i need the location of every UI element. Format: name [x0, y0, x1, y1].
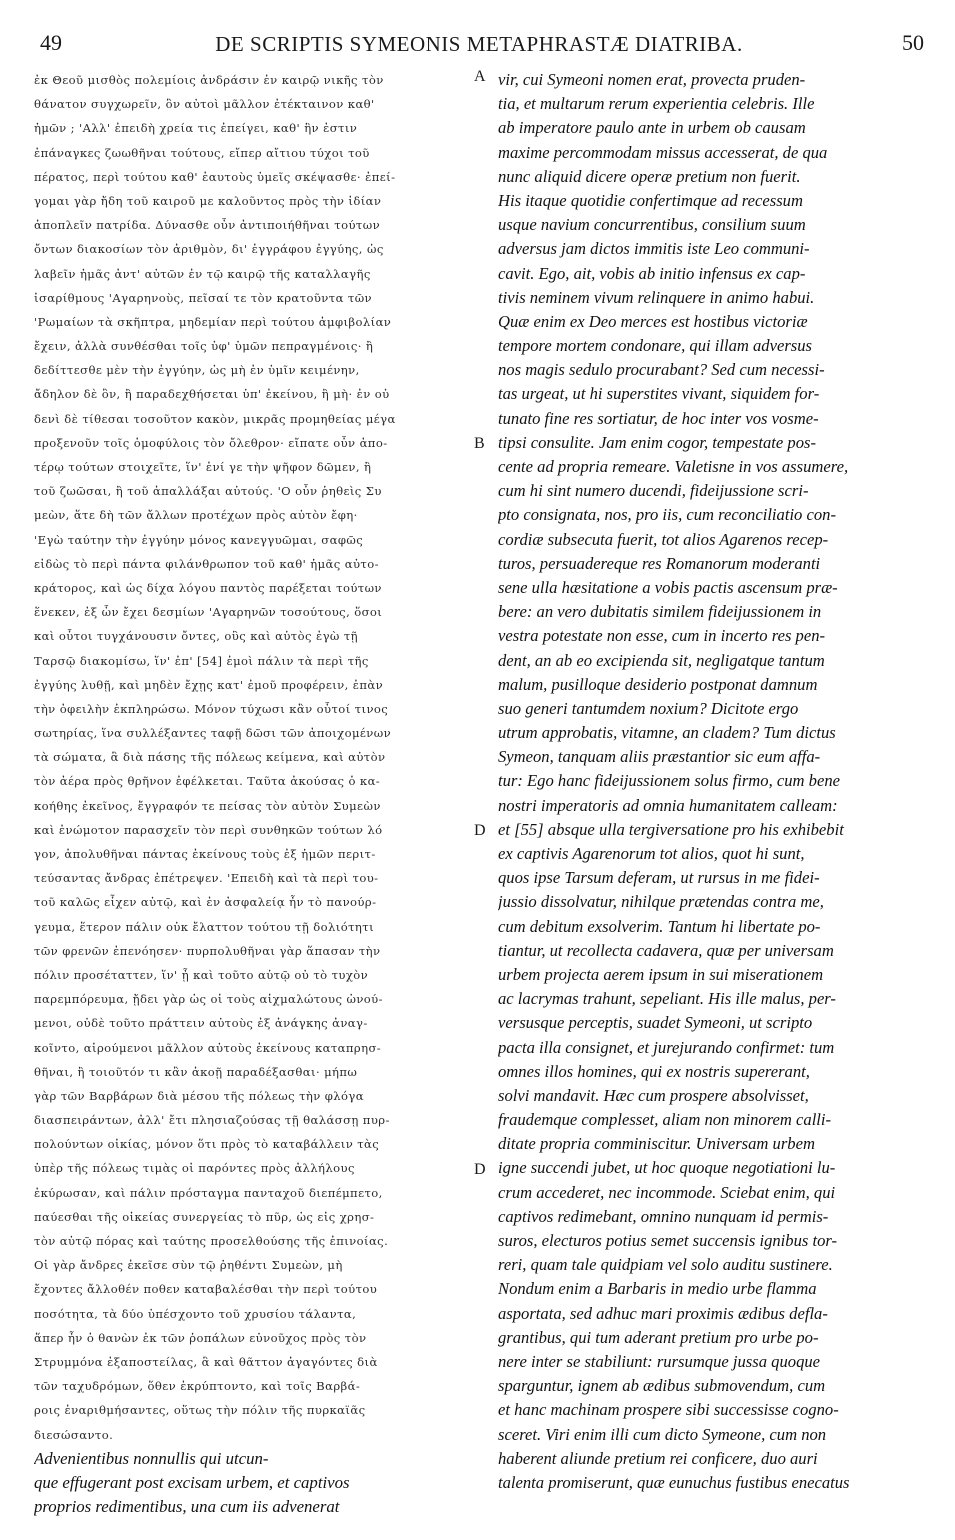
greek-text-line: εἰδὼς τὸ περὶ πάντα φιλάνθρωπον τοῦ καθ' ἡμᾶς αὐτο-: [34, 556, 379, 571]
latin-text-line: His itaque quotidie confertimque ad recessum: [498, 190, 803, 210]
greek-text-line: παύεσθαι τῆς οἰκείας συνεργείας τὸ πῦρ, ὡς εἰς χρησ-: [34, 1209, 375, 1224]
greek-text-line: 'Ρωμαίων τὰ σκῆπτρα, μηδεμίαν περὶ τούτου ἀμφιβολίαν: [34, 314, 392, 329]
latin-text-line: quos ipse Tarsum deferam, ut rursus in me fidei-: [498, 868, 820, 888]
latin-text-line: et [55] absque ulla tergiversatione pro his exhibebit: [498, 819, 844, 839]
latin-text-line: tia, et multarum rerum experientia celebris. Ille: [498, 94, 815, 114]
latin-text-line: tiantur, ut recollecta cadavera, quæ per universam: [498, 940, 834, 960]
greek-text-line: ἡμῶν ; 'Αλλ' ἐπειδὴ χρεία τις ἐπείγει, καθ' ἣν ἐστιν: [34, 121, 358, 136]
latin-text-line: haberent aliunde pretium rei conficere, duo auri: [498, 1448, 818, 1468]
greek-text-line: δεδίττεσθε μὲν τὴν ἐγγύην, ὡς μὴ ἐν ὑμῖν κειμένην,: [34, 363, 360, 378]
greek-text-line: ποσότητα, τὰ δύο ὑπέσχοντο τοῦ χρυσίου τάλαντα,: [34, 1306, 357, 1321]
greek-text-line: θάνατον συγχωρεῖν, ὃν αὐτοὶ μᾶλλον ἐτέκταινον καθ': [34, 97, 375, 112]
latin-text-line: utrum approbatis, vitamne, an cladem? Tum dictus: [498, 723, 836, 743]
latin-text-line: sceret. Viri enim illi cum dicto Symeone, cum non: [498, 1424, 827, 1444]
latin-text-line: ab imperatore paulo ante in urbem ob causam: [498, 118, 806, 138]
latin-text-line: tunato fine res sortiatur, de hoc inter vos vosme-: [498, 408, 819, 428]
greek-text-line: γὰρ τῶν Βαρβάρων διὰ μέσου τῆς πόλεως τὴν φλόγα: [34, 1088, 364, 1103]
greek-text-line: γευμα, ἕτερον πάλιν οὐκ ἔλαττον τούτου τῇ δολιότητι: [34, 919, 375, 934]
latin-text-line: vir, cui Symeoni nomen erat, provecta pruden-: [498, 70, 806, 89]
greek-text-line: ἅπερ ἦν ὁ θανὼν ἐκ τῶν ῥοπάλων εὐνοῦχος πρὸς τὸν: [34, 1330, 367, 1345]
section-marker-b: B: [474, 435, 485, 452]
greek-text-line: ροις ἐναριθμήσαντες, οὕτως τὴν πόλιν τῆς πυρκαϊᾶς: [34, 1403, 366, 1418]
latin-text-line: solvi mandavit. Hæc cum prospere absolvisset,: [498, 1085, 809, 1105]
latin-text-line: maxime percommodam missus accesserat, de qua: [498, 142, 828, 162]
greek-text-line: διασπειράντων, ἀλλ' ἔτι πλησιαζούσας τῇ θαλάσσῃ πυρ-: [34, 1113, 390, 1128]
section-marker-a: A: [474, 68, 486, 85]
latin-text-line: crum accederet, nec incommode. Sciebat enim, qui: [498, 1182, 836, 1202]
greek-text-line: ἐγγύης λυθῇ, καὶ μηδὲν ἔχῃς κατ' ἐμοῦ προφέρειν, ἐπὰν: [34, 677, 384, 692]
latin-text-line: igne succendi jubet, ut hoc quoque negotiationi lu-: [498, 1158, 836, 1178]
greek-text-line: παρεμπόρευμα, ᾔδει γὰρ ὡς οἱ τοὺς αἰχμαλώτους ὠνού-: [34, 992, 383, 1007]
greek-text-line: κοῖντο, αἱρούμενοι μᾶλλον αὐτοὺς ἐκείνους καταπρησ-: [34, 1040, 382, 1055]
latin-text-line: ditate propria comminiscitur. Universam urbem: [498, 1134, 815, 1154]
greek-text-line: ἰσαρίθμους 'Αγαρηνοὺς, πεῖσαί τε τὸν κρατοῦντα τῶν: [34, 290, 372, 305]
greek-text-line: πολούντων οἰκίας, μόνον ὅτι πρὸς τὸ καταβάλλειν τὰς: [34, 1137, 380, 1152]
greek-text-column: [34, 68, 466, 1519]
greek-text-line: λαβεῖν ἡμᾶς ἀντ' αὐτῶν ἐν τῷ καιρῷ τῆς καταλλαγῆς: [34, 266, 371, 281]
latin-text-line: ac lacrymas trahunt, sepeliant. His ille malus, per-: [498, 989, 836, 1009]
latin-text-line: urbem projecta aerem ipsum in sui miserationem: [498, 964, 824, 984]
latin-text-line: tempore mortem condonare, qui illam adversus: [498, 336, 813, 356]
latin-text-line: pacta illa consignet, et jurejurando confirmet: tum: [498, 1037, 835, 1057]
greek-text-line: πόλιν προσέταττεν, ἵν' ᾖ καὶ τοῦτο αὐτῷ οὐ τὸ τυχὸν: [34, 967, 369, 982]
latin-text-line: proprios redimentibus, una cum iis advenerat: [34, 1497, 340, 1517]
greek-text-line: ἄδηλον δὲ ὂν, ἢ παραδεχθήσεται ὑπ' ἐκείνου, ἢ μὴ· ἐν οὐ: [34, 387, 390, 402]
greek-text-line: ἔχειν, ἀλλὰ συνθέσθαι τοῖς ὑφ' ὑμῶν πεπραγμένοις· ἢ: [34, 339, 374, 354]
greek-text-line: πέρατος, περὶ τούτου καθ' ἑαυτοὺς ὑμεῖς σκέψασθε· ἐπεί-: [34, 169, 396, 184]
greek-text-line: τεύσαντας ἄνδρας ἐπέτρεψεν. 'Επειδὴ καὶ τὰ περὶ του-: [34, 871, 379, 886]
greek-text-line: τῶν ταχυδρόμων, ὅθεν ἐκρύπτοντο, καὶ τοῖς Βαρβά-: [34, 1379, 361, 1394]
greek-text-line: ὑπὲρ τῆς πόλεως τιμὰς οἱ παρόντες πρὸς ἀλλήλους: [34, 1161, 355, 1176]
greek-text-line: καὶ οὗτοι τυγχάνουσιν ὄντες, οὓς καὶ αὐτὸς ἐγὼ τῇ: [34, 629, 358, 644]
greek-text-line: ἀποπλεῖν πατρίδα. Δύνασθε οὖν ἀντιποιήθῆναι τούτων: [34, 218, 381, 233]
latin-text-line: grantibus, qui tum aderant pretium pro urbe po-: [498, 1327, 819, 1347]
greek-text-line: Ταρσῷ διακομίσω, ἵν' ἐπ' [54] ἐμοὶ πάλιν τὰ περὶ τῆς: [34, 653, 369, 668]
latin-text-line: tur: Ego hanc fideijussionem solus firmo, cum bene: [498, 771, 840, 791]
greek-text-line: σωτηρίας, ἵνα συλλέξαντες ταφῇ δῶσι τῶν ἀποιχομένων: [34, 726, 392, 741]
greek-text-line: τέρῳ τούτων στοιχεῖτε, ἵν' ἑνί γε τὴν ψῆφον δῶμεν, ἢ: [34, 460, 372, 474]
latin-text-line: suros, electuros potius semet succensis ignibus tor-: [498, 1231, 838, 1250]
greek-text-line: γομαι γὰρ ἤδη τοῦ καιροῦ με καλοῦντος πρὸς τὴν ἰδίαν: [34, 193, 382, 208]
latin-text-line: malum, pusilloque desiderio postponat damnum: [498, 674, 818, 694]
latin-text-line: cum hi sint numero ducendi, fideijussione scri-: [498, 481, 809, 501]
latin-text-line: dent, an ab eo excipienda sit, negligatque tantum: [498, 650, 825, 670]
greek-text-line: ἐκ Θεοῦ μισθὸς πολεμίοις ἀνδράσιν ἐν καιρῷ νικῆς τὸν: [34, 73, 384, 87]
latin-text-line: suo generi tantumdem noxium? Dicitote ergo: [498, 698, 799, 718]
greek-text-line: καὶ ἐνώμοτον παρασχεῖν τὸν περὶ συνθηκῶν τούτων λό: [34, 822, 383, 837]
two-column-body: [34, 68, 924, 1517]
greek-text-line: τὴν ὀφειλὴν ἐκπληρώσω. Μόνον τύχωσι κἂν οὗτοί τινος: [34, 701, 389, 716]
latin-text-line: nos magis sedulo procurabant? Sed cum necessi-: [498, 360, 825, 380]
greek-text-line: κοήθης ἐκεῖνος, ἔγγραφόν τε πείσας τὸν αὐτὸν Συμεὼν: [34, 798, 381, 813]
latin-text-line: omnes illos homines, qui ex nostris supererant,: [498, 1061, 810, 1081]
latin-text-line: jussio dissolvatur, nihilque prætendas contra me,: [498, 892, 824, 912]
book-page: [34, 28, 924, 1517]
latin-text-line: asportata, sed adhuc mari proximis ædibus defla-: [498, 1303, 828, 1323]
greek-text-line: ἐκύρωσαν, καὶ πάλιν πρόσταγμα πανταχοῦ διεπέμπετο,: [34, 1185, 383, 1200]
running-title: DE SCRIPTIS SYMEONIS METAPHRASTÆ DIATRIBA.: [215, 32, 743, 56]
greek-text-line: Οἱ γὰρ ἄνδρες ἐκεῖσε σὺν τῷ ῥηθέντι Συμεὼν, μὴ: [34, 1258, 343, 1273]
greek-text-line: κράτορος, καὶ ὡς δίχα λόγου παντὸς παρέξεται τούτων: [34, 580, 382, 595]
latin-text-line: que effugerant post excisam urbem, et captivos: [34, 1472, 350, 1492]
latin-text-column: [498, 68, 924, 1495]
latin-text-line: nostri imperatoris ad omnia humanitatem calleam:: [498, 795, 838, 815]
latin-text-line: captivos redimebant, omnino nunquam id permis-: [498, 1206, 829, 1226]
greek-text-line: τοῦ καλῶς εἶχεν αὐτῷ, καὶ ἐν ἀσφαλείᾳ ἦν τὸ πανούρ-: [34, 895, 377, 910]
latin-text-line: tas urgeat, ut hi superstites vivant, siquidem for-: [498, 384, 820, 404]
latin-text-line: Quæ enim ex Deo merces est hostibus victoriæ: [498, 311, 808, 331]
latin-text-line: cum debitum exsolverim. Tantum hi libertate po-: [498, 916, 821, 936]
latin-text-line: tivis neminem vivum relinquere in animo habui.: [498, 287, 815, 307]
greek-text-line: Στρυμμόνα ἐξαποστείλας, ἃ καὶ θᾶττον ἀγαγόντες διὰ: [34, 1354, 378, 1369]
greek-text-line: διεσώσαντο.: [34, 1427, 114, 1442]
greek-text-line: γον, ἀπολυθῆναι πάντας ἐκείνους τοὺς ἐξ ἡμῶν περιτ-: [34, 847, 376, 861]
latin-text-line: nere inter se stabiliunt: rursumque jussa quoque: [498, 1351, 821, 1371]
latin-text-line: Symeon, tanquam aliis præstantior sic eum affa-: [498, 747, 821, 767]
latin-text-line: et hanc machinam prospere sibi successisse cogno-: [498, 1400, 839, 1420]
greek-text-line: ἕνεκεν, ἐξ ὧν ἔχει δεσμίων 'Αγαρηνῶν τοσούτους, ὅσοι: [34, 605, 383, 620]
greek-text-line: θῆναι, ἢ τοιοῦτόν τι κἂν ἀκοῇ παραδέξασθαι· μήπω: [34, 1064, 358, 1079]
greek-text-line: δενὶ δὲ τίθεσαι τοσοῦτον κακὸν, μικρᾶς προμηθείας μέγα: [34, 411, 396, 426]
greek-text-line: τὸν ἀέρα πρὸς θρῆνον ἐφέλκεται. Ταῦτα ἀκούσας ὁ κα-: [34, 774, 381, 789]
greek-text-line: τῶν φρενῶν ἐπενόησεν· πυρπολυθῆναι γὰρ ἅπασαν τὴν: [34, 943, 381, 958]
section-marker-d-lower: D: [474, 1161, 486, 1178]
latin-text-line: cordiæ subsecuta fuerit, tot alios Agarenos recep-: [498, 529, 829, 549]
latin-text-line: Advenientibus nonnullis qui utcun-: [34, 1448, 269, 1468]
latin-text-line: vestra potestate non esse, cum in incerto res pen-: [498, 626, 826, 646]
greek-text-line: προξενοῦν τοῖς ὁμοφύλοις τὸν ὄλεθρον· εἴπατε οὖν ἀπο-: [34, 435, 388, 450]
left-page-number: 49: [40, 30, 62, 55]
latin-text-line: talenta promiserunt, quæ eunuchus fustibus enecatus: [498, 1472, 850, 1492]
latin-text-line: bere: an vero dubitatis similem fideijussionem in: [498, 602, 822, 622]
greek-text-line: μεὼν, ἅτε δὴ τῶν ἄλλων προτέχων πρὸς αὐτὸν ἔφη·: [34, 508, 358, 523]
greek-text-line: τοῦ ζωῶσαι, ἢ τοῦ ἀπαλλάξαι αὐτούς. 'Ο οὖν ῥηθεὶς Συ: [34, 484, 382, 499]
section-markers: [474, 68, 494, 1512]
greek-text-line: τὸν αὐτῷ πόρας καὶ ταύτης προσελθούσης τῆς ἐπινοίας.: [34, 1234, 389, 1248]
latin-text-line: cavit. Ego, ait, vobis ab initio infensus ex cap-: [498, 263, 806, 283]
latin-text-line: reri, quam tale quidpiam vel solo auditu sustinere.: [498, 1255, 833, 1275]
latin-text-line: sene ulla hæsitatione a vobis pactis ascensum præ-: [498, 577, 838, 597]
greek-text-line: ἔχοντες ἄλλοθέν ποθεν καταβαλέσθαι τὴν περὶ τούτου: [34, 1282, 378, 1297]
right-page-number: 50: [902, 30, 924, 55]
latin-text-line: fraudemque complesset, aliam non minorem calli-: [498, 1110, 832, 1130]
greek-text-line: 'Εγὼ ταύτην τὴν ἐγγύην μόνος κανεγγυῶμαι, σαφῶς: [34, 532, 364, 547]
latin-text-line: usque navium concurrentibus, consilium suum: [498, 215, 806, 235]
latin-text-line: sparguntur, ignem ab ædibus submovendum, cum: [498, 1376, 826, 1396]
latin-text-line: cente ad propria remeare. Valetisne in vos assumere,: [498, 457, 849, 476]
latin-text-line: ex captivis Agarenorum tot alios, quot hi sunt,: [498, 844, 805, 863]
section-marker-d: D: [474, 822, 486, 839]
latin-text-line: versusque perceptis, suadet Symeoni, ut scripto: [498, 1013, 813, 1033]
greek-text-line: ὄντων διακοσίων τὸν ἀριθμὸν, δι' ἐγγράφου ἐγγύης, ὡς: [34, 242, 384, 257]
greek-text-line: μενοι, οὐδὲ τοῦτο πράττειν αὐτοὺς ἐξ ἀνάγκης ἀναγ-: [34, 1016, 368, 1031]
greek-text-line: ἐπάναγκες ζωωθῆναι τούτους, εἴπερ αἴτιου τύχοι τοῦ: [34, 145, 370, 160]
latin-text-line: pto consignata, nos, pro iis, cum reconciliatio con-: [498, 505, 836, 525]
greek-text-line: τὰ σώματα, ἃ διὰ πάσης τῆς πόλεως κείμενα, καὶ αὐτὸν: [34, 750, 386, 765]
latin-text-line: Nondum enim a Barbaris in medio urbe flamma: [498, 1279, 817, 1299]
latin-text-line: turos, persuadereque res Romanorum moderanti: [498, 553, 821, 573]
running-header: [34, 28, 924, 62]
latin-text-line: adversus jam dictos immitis iste Leo communi-: [498, 239, 810, 259]
latin-text-line: nunc aliquid dicere operæ pretium non fuerit.: [498, 166, 801, 186]
latin-text-line: tipsi consulite. Jam enim cogor, tempestate pos-: [498, 432, 816, 452]
